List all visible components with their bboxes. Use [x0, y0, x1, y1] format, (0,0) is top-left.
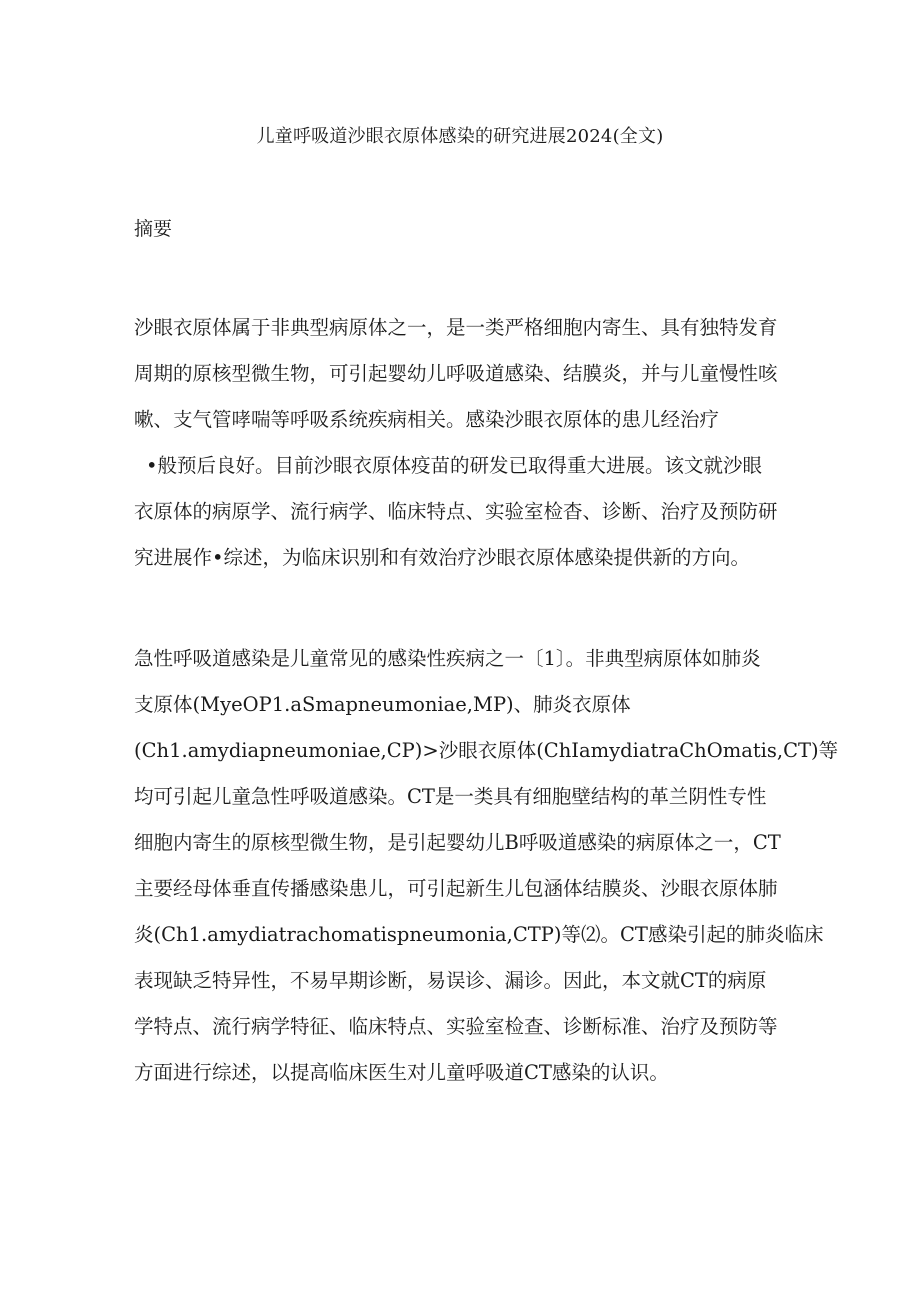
abstract-line: 沙眼衣原体属于非典型病原体之一，是一类严格细胞内寄生、具有独特发育 [134, 316, 778, 339]
intro-line: 学特点、流行病学特征、临床特点、实验室检查、诊断标准、治疗及预防等 [134, 1015, 778, 1038]
intro-line: 均可引起儿童急性呼吸道感染。CT是一类具有细胞壁结构的革兰阴性专性 [134, 785, 767, 808]
abstract-line: 衣原体的病原学、流行病学、临床特点、实验室检杳、诊断、治疗及预防研 [134, 500, 778, 523]
intro-line: 细胞内寄生的原核型微生物，是引起婴幼儿B呼吸道感染的病原体之一，CT [134, 831, 781, 854]
abstract-line: 嗽、支气管哮喘等呼吸系统疾病相关。感染沙眼衣原体的患儿经治疗 [134, 408, 720, 431]
intro-line: (Ch1.amydiapneumoniae,CP)>沙眼衣原体(ChIamydiatraChOmatis,CT)等 [134, 739, 839, 762]
intro-line: 支原体(MyeOP1.aSmapneumoniae,MP)、肺炎衣原体 [134, 693, 631, 716]
intro-line: 急性呼吸道感染是儿童常见的感染性疾病之一〔1〕。非典型病原体如肺炎 [134, 647, 761, 670]
intro-line: 表现缺乏特异性，不易早期诊断，易误诊、漏诊。因此，本文就CT的病原 [134, 969, 767, 992]
intro-line: 炎(Ch1.amydiatrachomatispneumonia,CTP)等⑵。CT感染引起的肺炎临床 [134, 923, 824, 946]
intro-line: 主要经母体垂直传播感染患儿，可引起新生儿包涵体结膜炎、沙眼衣原体肺 [134, 877, 778, 900]
abstract-line: •般预后良好。目前沙眼衣原体疫苗的研发已取得重大进展。该文就沙眼 [146, 454, 763, 477]
abstract-heading: 摘要 [134, 218, 173, 240]
intro-line: 方面进行综述，以提高临床医生对儿童呼吸道CT感染的认识。 [134, 1061, 669, 1084]
intro-paragraph [134, 636, 839, 1096]
abstract-line: 究进展作•综述，为临床识别和有效治疗沙眼衣原体感染提供新的方向。 [134, 546, 751, 569]
document-title: 儿童呼吸道沙眼衣原体感染的研究进展2024(全文) [256, 126, 664, 147]
abstract-line: 周期的原核型微生物，可引起婴幼儿呼吸道感染、结膜炎，并与儿童慢性咳 [134, 362, 778, 385]
abstract-paragraph [134, 305, 794, 581]
